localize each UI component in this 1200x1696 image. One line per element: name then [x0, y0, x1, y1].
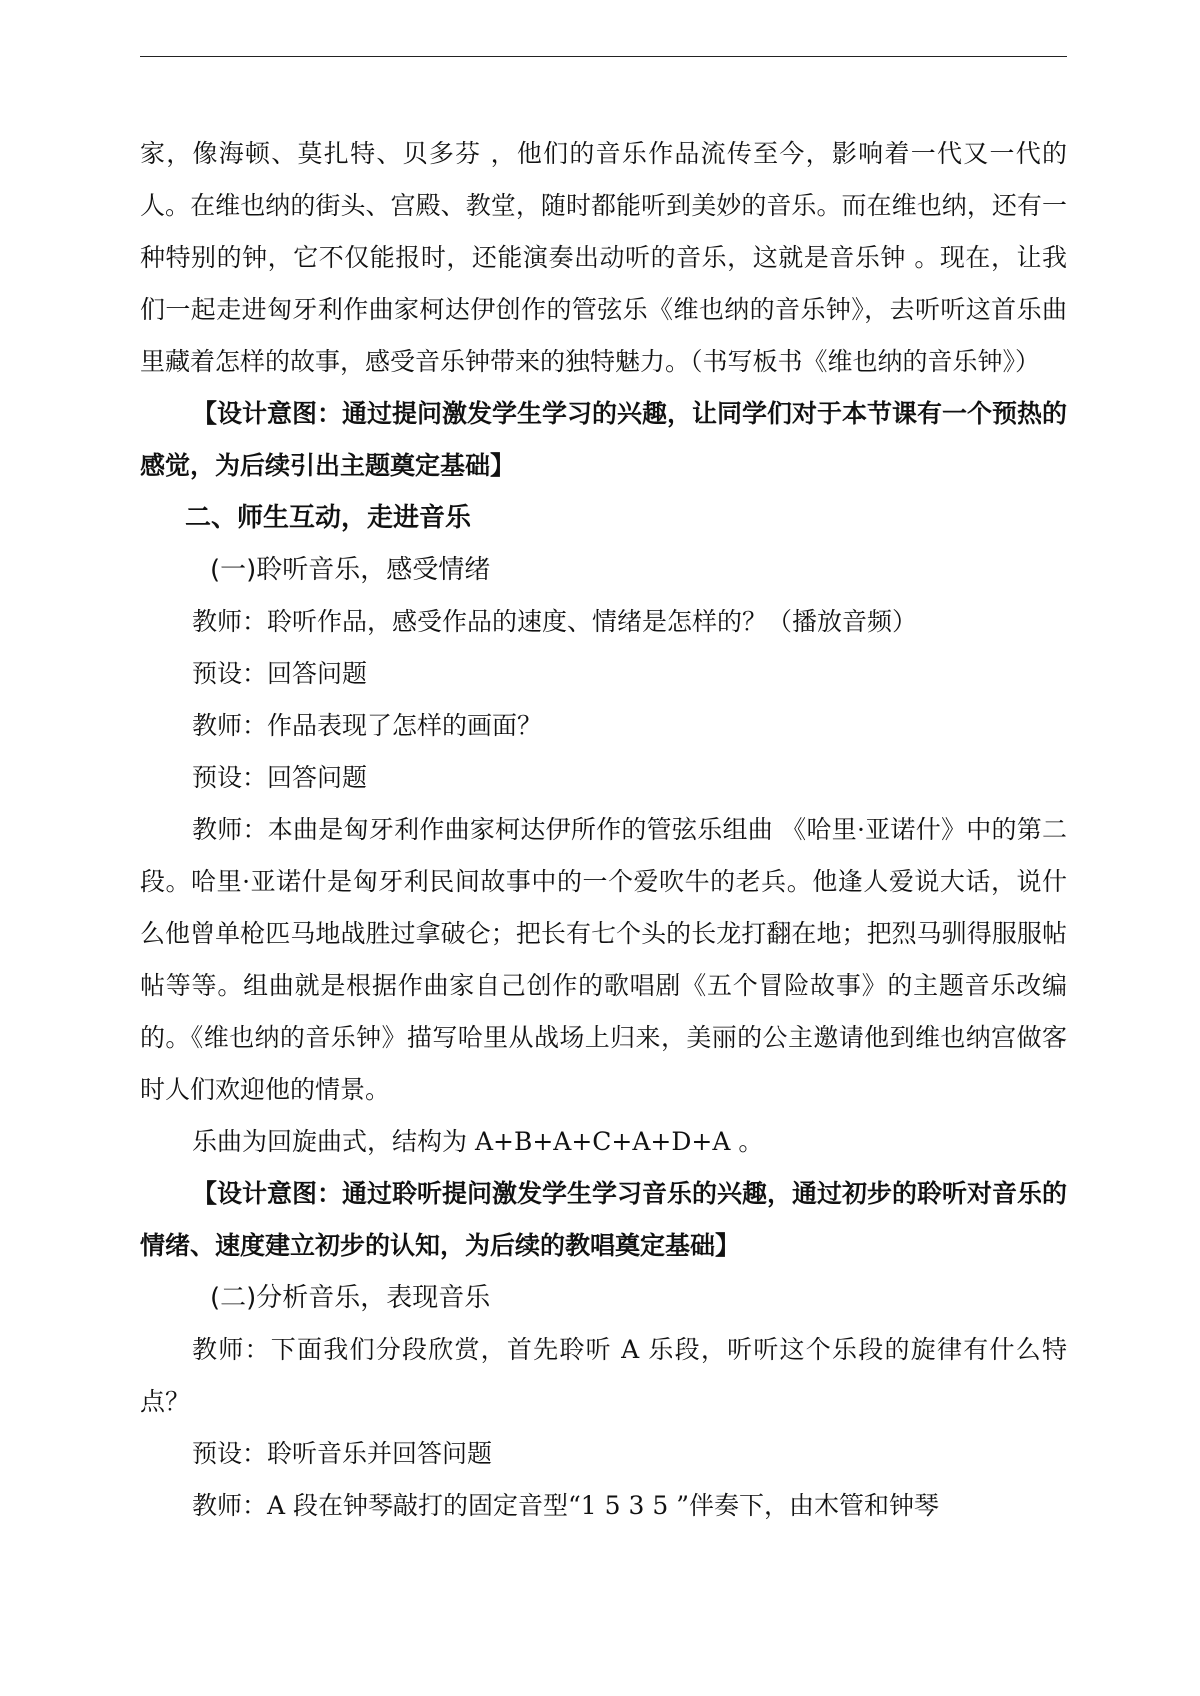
- teacher-line-4: 教师：下面我们分段欣赏，首先聆听 A 乐段，听听这个乐段的旋律有什么特点？: [140, 1335, 1067, 1416]
- design-intent-2: 【设计意图：通过聆听提问激发学生学习音乐的兴趣，通过初步的聆听对音乐的情绪、速度建立初步的认知，为后续的教唱奠定基础】: [140, 1179, 1068, 1260]
- intro-paragraph: 家，像海顿、莫扎特、贝多芬 ，他们的音乐作品流传至今，影响着一代又一代的人。在维也纳的街头、宫殿、教堂，随时都能听到美妙的音乐。而在维也纳，还有一种特别的钟，它不仅能报时，还能演奏出动听的音乐，这就是音乐钟 。现在，让我们一起走进匈牙利作曲家柯达伊创作的管弦乐《维也纳的音乐钟》，去听听这首乐曲里藏着怎样的故事，感受音乐钟带来的独特魅力。（书写板书《维也纳的音乐钟》）: [140, 139, 1067, 376]
- teacher-line-3: 教师：本曲是匈牙利作曲家柯达伊所作的管弦乐组曲 《哈里·亚诺什》中的第二段。哈里·亚诺什是匈牙利民间故事中的一个爱吹牛的老兵。他逢人爱说大话，说什么他曾单枪匹马地战胜过拿破仑；把长有七个头的长龙打翻在地；把烈马驯得服服帖帖等等。组曲就是根据作曲家自己创作的歌唱剧《五个冒险故事》的主题音乐改编的。《维也纳的音乐钟》描写哈里从战场上归来，美丽的公主邀请他到维也纳宫做客时人们欢迎他的情景。: [140, 815, 1067, 1104]
- preset-line-1: 预设：回答问题: [192, 659, 368, 688]
- subsection-heading-1: (一)聆听音乐，感受情绪: [210, 555, 491, 585]
- subsection-heading-2: (二)分析音乐，表现音乐: [210, 1283, 491, 1313]
- teacher-line-1: 教师：聆听作品，感受作品的速度、情绪是怎样的？（播放音频）: [192, 607, 918, 636]
- structure-line: 乐曲为回旋曲式，结构为 A+B+A+C+A+D+A 。: [192, 1127, 764, 1156]
- design-intent-1: 【设计意图：通过提问激发学生学习的兴趣，让同学们对于本节课有一个预热的感觉，为后续引出主题奠定基础】: [140, 399, 1068, 480]
- teacher-line-5: 教师：A 段在钟琴敲打的固定音型“1 5 3 5 ”伴奏下，由木管和钟琴: [192, 1491, 939, 1520]
- preset-line-3: 预设：聆听音乐并回答问题: [192, 1439, 493, 1468]
- header-rule: [140, 56, 1067, 57]
- document-body: [140, 128, 1067, 1532]
- teacher-line-2: 教师：作品表现了怎样的画面？: [192, 711, 543, 740]
- preset-line-2: 预设：回答问题: [192, 763, 368, 792]
- section-heading-2: 二、师生互动，走进音乐: [185, 503, 472, 533]
